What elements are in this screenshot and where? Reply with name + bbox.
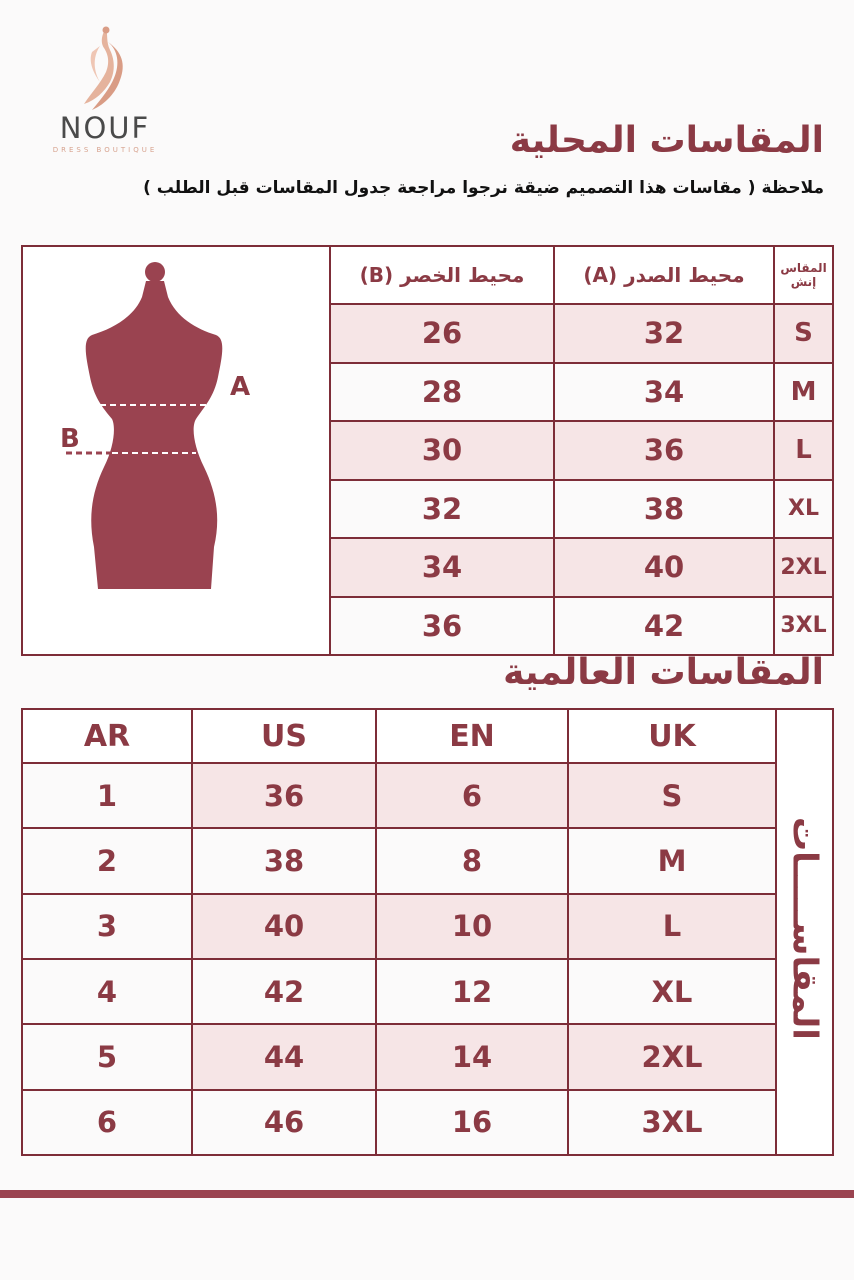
- en-cell: 8: [376, 828, 568, 893]
- header-ar: AR: [22, 709, 192, 763]
- ar-cell: 1: [22, 763, 192, 828]
- uk-cell: L: [568, 894, 776, 959]
- header-us: US: [192, 709, 376, 763]
- waist-cell: 32: [330, 480, 554, 539]
- chest-cell: 32: [554, 304, 774, 363]
- sizes-side-label: المقاســـــات: [784, 817, 825, 1040]
- bottom-divider: [0, 1190, 854, 1198]
- uk-cell: S: [568, 763, 776, 828]
- us-cell: 44: [192, 1024, 376, 1089]
- waist-cell: 30: [330, 421, 554, 480]
- waist-cell: 36: [330, 597, 554, 656]
- table-row: [22, 763, 833, 828]
- us-cell: 42: [192, 959, 376, 1024]
- size-cell: 2XL: [774, 538, 833, 597]
- size-cell: XL: [774, 480, 833, 539]
- ar-cell: 2: [22, 828, 192, 893]
- header-size: المقاس إنش: [774, 246, 833, 304]
- international-size-table: [21, 708, 834, 1156]
- us-cell: 36: [192, 763, 376, 828]
- label-a: A: [230, 372, 251, 402]
- local-sizes-title: المقاسات المحلية: [509, 120, 824, 161]
- international-sizes-title: المقاسات العالمية: [503, 652, 824, 693]
- header-en: EN: [376, 709, 568, 763]
- header-waist: محيط الخصر (B): [330, 246, 554, 304]
- ar-cell: 3: [22, 894, 192, 959]
- size-cell: 3XL: [774, 597, 833, 656]
- us-cell: 38: [192, 828, 376, 893]
- en-cell: 14: [376, 1024, 568, 1089]
- ar-cell: 4: [22, 959, 192, 1024]
- ar-cell: 6: [22, 1090, 192, 1155]
- local-size-table: [21, 245, 834, 656]
- chest-cell: 38: [554, 480, 774, 539]
- uk-cell: XL: [568, 959, 776, 1024]
- brand-logo: [40, 22, 170, 167]
- size-cell: L: [774, 421, 833, 480]
- table-row: [22, 1024, 833, 1089]
- table-row: [22, 959, 833, 1024]
- chest-cell: 40: [554, 538, 774, 597]
- dress-logo-icon: [70, 22, 140, 117]
- brand-subtitle: DRESS BOUTIQUE: [52, 146, 158, 154]
- chest-cell: 42: [554, 597, 774, 656]
- size-cell: M: [774, 363, 833, 422]
- en-cell: 6: [376, 763, 568, 828]
- chest-cell: 34: [554, 363, 774, 422]
- ar-cell: 5: [22, 1024, 192, 1089]
- uk-cell: 2XL: [568, 1024, 776, 1089]
- size-cell: S: [774, 304, 833, 363]
- table-row: [22, 1090, 833, 1155]
- waist-cell: 28: [330, 363, 554, 422]
- brand-name: NOUF: [59, 111, 151, 145]
- uk-cell: 3XL: [568, 1090, 776, 1155]
- table-row: [22, 894, 833, 959]
- sizing-note: ملاحظة ( مقاسات هذا التصميم ضيقة نرجوا مراجعة جدول المقاسات قبل الطلب ): [143, 178, 824, 198]
- header-chest: محيط الصدر (A): [554, 246, 774, 304]
- header-uk: UK: [568, 709, 776, 763]
- uk-cell: M: [568, 828, 776, 893]
- label-b: B: [60, 424, 80, 454]
- waist-cell: 34: [330, 538, 554, 597]
- en-cell: 10: [376, 894, 568, 959]
- mannequin-figure: [22, 246, 330, 655]
- us-cell: 40: [192, 894, 376, 959]
- en-cell: 12: [376, 959, 568, 1024]
- en-cell: 16: [376, 1090, 568, 1155]
- sizes-side-label-cell: [776, 709, 833, 1155]
- chest-cell: 36: [554, 421, 774, 480]
- us-cell: 46: [192, 1090, 376, 1155]
- waist-cell: 26: [330, 304, 554, 363]
- table-row: [22, 828, 833, 893]
- mannequin-icon: [26, 247, 326, 647]
